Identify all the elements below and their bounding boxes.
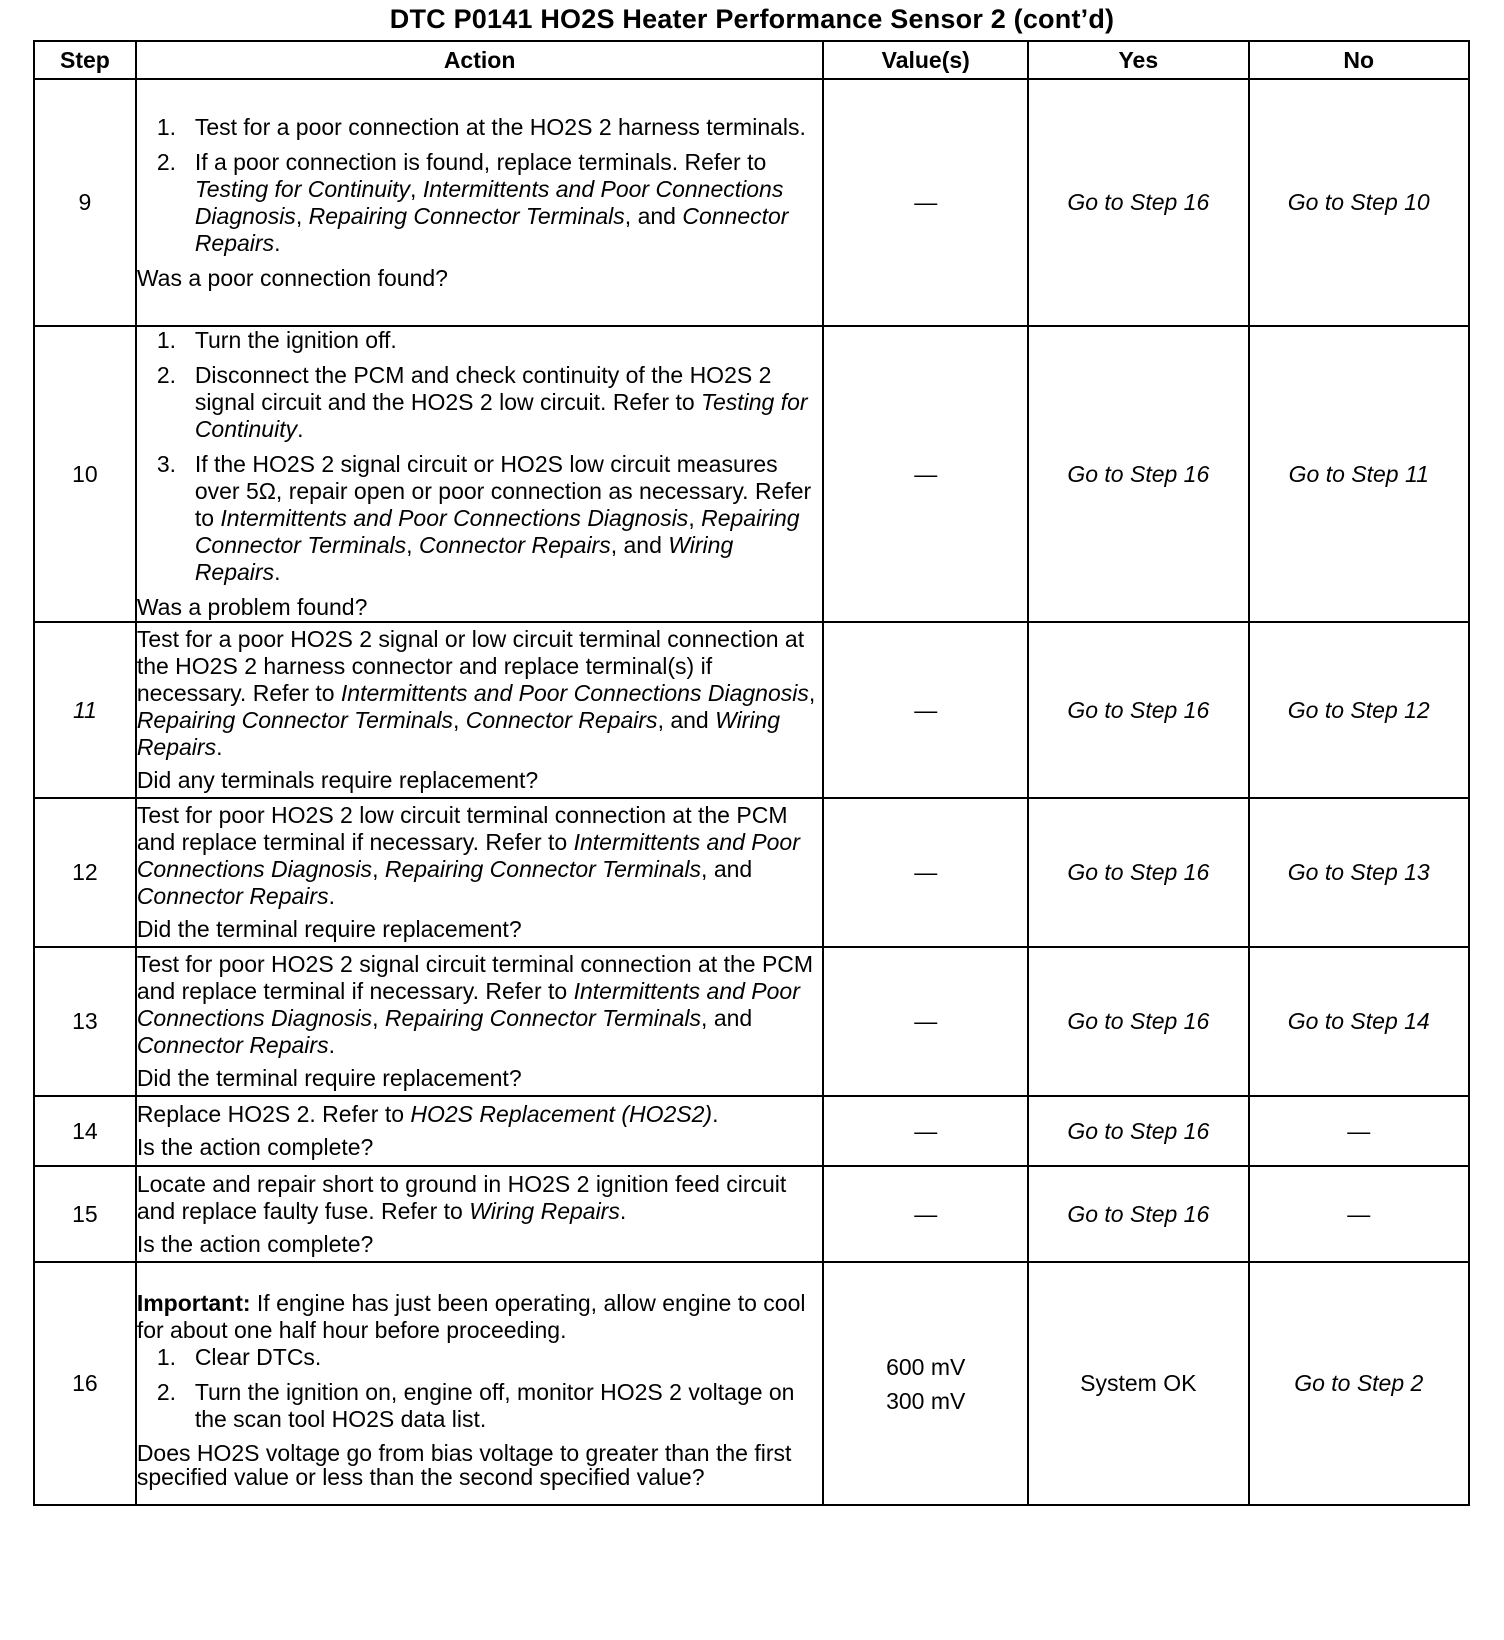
list-item: 2. If a poor connection is found, replace terminals. Refer to Testing for Continuity, Intermittents and Poor Connections Diagnosis, Repairing Connector Terminals, and Connector Repairs. (156, 148, 789, 256)
list-item: 1. Clear DTCs. (156, 1344, 322, 1370)
table-row (34, 1262, 1469, 1505)
no-cell: — (1249, 1096, 1469, 1166)
header-no: No (1249, 41, 1469, 79)
list-item: 1. Test for a poor connection at the HO2S 2 harness terminals. (156, 113, 806, 140)
yes-cell: Go to Step 16 (1028, 1166, 1248, 1262)
yes-cell: Go to Step 16 (1028, 1096, 1248, 1166)
page-title: DTC P0141 HO2S Heater Performance Sensor 2 (cont’d) (389, 4, 1115, 34)
header-action: Action (136, 41, 824, 79)
action-text: Test for poor HO2S 2 signal circuit terminal connection at the PCM and replace terminal if necessary. Refer to Intermittents and Poor Connections Diagnosis, Repairing Connector Terminals, and Connector Repairs. (136, 951, 814, 1058)
action-cell (136, 79, 824, 326)
table-row (34, 1166, 1469, 1262)
step-number: 12 (34, 798, 136, 947)
action-list (137, 114, 823, 257)
header-step: Step (34, 41, 136, 79)
no-cell: Go to Step 13 (1249, 798, 1469, 947)
header-yes: Yes (1028, 41, 1248, 79)
no-cell: Go to Step 12 (1249, 622, 1469, 798)
yes-cell: Go to Step 16 (1028, 326, 1248, 622)
value-second: 300 mV (886, 1387, 966, 1414)
important-label: Important: (136, 1290, 251, 1316)
step-number: 13 (34, 947, 136, 1096)
table-row (34, 326, 1469, 622)
table-row (34, 798, 1469, 947)
question-text: Is the action complete? (136, 1134, 374, 1160)
action-list (137, 1344, 823, 1433)
list-item: 2. Turn the ignition on, engine off, monitor HO2S 2 voltage on the scan tool HO2S data list. (156, 1379, 795, 1432)
action-cell (136, 947, 824, 1096)
no-cell: Go to Step 14 (1249, 947, 1469, 1096)
header-row (34, 41, 1469, 79)
no-cell: Go to Step 10 (1249, 79, 1469, 326)
yes-cell: Go to Step 16 (1028, 798, 1248, 947)
step-number: 14 (34, 1096, 136, 1166)
value-first: 600 mV (886, 1353, 966, 1380)
action-cell (136, 326, 824, 622)
no-cell: Go to Step 2 (1249, 1262, 1469, 1505)
step-number: 11 (34, 622, 136, 798)
no-cell: Go to Step 11 (1249, 326, 1469, 622)
action-cell (136, 1166, 824, 1262)
action-cell (136, 1262, 824, 1505)
value-cell: — (823, 947, 1028, 1096)
question-text: Does HO2S voltage go from bias voltage to greater than the first specified value or less than the second specified value? (136, 1440, 792, 1490)
yes-cell: System OK (1028, 1262, 1248, 1505)
action-cell (136, 622, 824, 798)
table-row (34, 622, 1469, 798)
value-cell (823, 1262, 1028, 1505)
question-text: Was a poor connection found? (136, 264, 448, 291)
step-number: 16 (34, 1262, 136, 1505)
no-cell: — (1249, 1166, 1469, 1262)
yes-cell: Go to Step 16 (1028, 622, 1248, 798)
value-cell: — (823, 622, 1028, 798)
value-cell: — (823, 326, 1028, 622)
diagnostic-table (33, 40, 1470, 1506)
action-text: Test for a poor HO2S 2 signal or low circuit terminal connection at the HO2S 2 harness connector and replace terminal(s) if necessary. Refer to Intermittents and Poor Connections Diagnosis, Repairing Connector Terminals, Connector Repairs, and Wiring Repairs. (136, 626, 816, 760)
question-text: Was a problem found? (136, 594, 368, 620)
value-cell: — (823, 1166, 1028, 1262)
question-text: Did the terminal require replacement? (136, 916, 522, 942)
list-item: 2. Disconnect the PCM and check continuity of the HO2S 2 signal circuit and the HO2S 2 low circuit. Refer to Testing for Continuity. (156, 362, 808, 442)
step-number: 15 (34, 1166, 136, 1262)
step-number: 10 (34, 326, 136, 622)
table-row (34, 947, 1469, 1096)
list-item: 3. If the HO2S 2 signal circuit or HO2S low circuit measures over 5Ω, repair open or poor connection as necessary. Refer to Intermittents and Poor Connections Diagnosis, Repairing Connector Terminals, Connector Repairs, and Wiring Repairs. (156, 451, 812, 585)
value-cell: — (823, 79, 1028, 326)
yes-cell: Go to Step 16 (1028, 947, 1248, 1096)
action-cell (136, 798, 824, 947)
question-text: Is the action complete? (136, 1230, 374, 1257)
table-row (34, 79, 1469, 326)
action-text: Test for poor HO2S 2 low circuit terminal connection at the PCM and replace terminal if necessary. Refer to Intermittents and Poor Connections Diagnosis, Repairing Connector Terminals, and Connector Repairs. (136, 802, 800, 909)
action-text: Replace HO2S 2. Refer to HO2S Replacement (HO2S2). (136, 1101, 719, 1127)
yes-cell: Go to Step 16 (1028, 79, 1248, 326)
value-cell: — (823, 1096, 1028, 1166)
question-text: Did any terminals require replacement? (136, 767, 539, 793)
value-cell: — (823, 798, 1028, 947)
header-values: Value(s) (823, 41, 1028, 79)
important-note: Important: If engine has just been operating, allow engine to cool for about one half hour before proceeding. (136, 1290, 806, 1343)
step-number: 9 (34, 79, 136, 326)
table-row (34, 1096, 1469, 1166)
action-text: Locate and repair short to ground in HO2S 2 ignition feed circuit and replace faulty fuse. Refer to Wiring Repairs. (136, 1170, 787, 1224)
question-text: Did the terminal require replacement? (136, 1065, 522, 1091)
action-list (137, 327, 823, 586)
action-cell (136, 1096, 824, 1166)
list-item: 1. Turn the ignition off. (156, 327, 397, 353)
